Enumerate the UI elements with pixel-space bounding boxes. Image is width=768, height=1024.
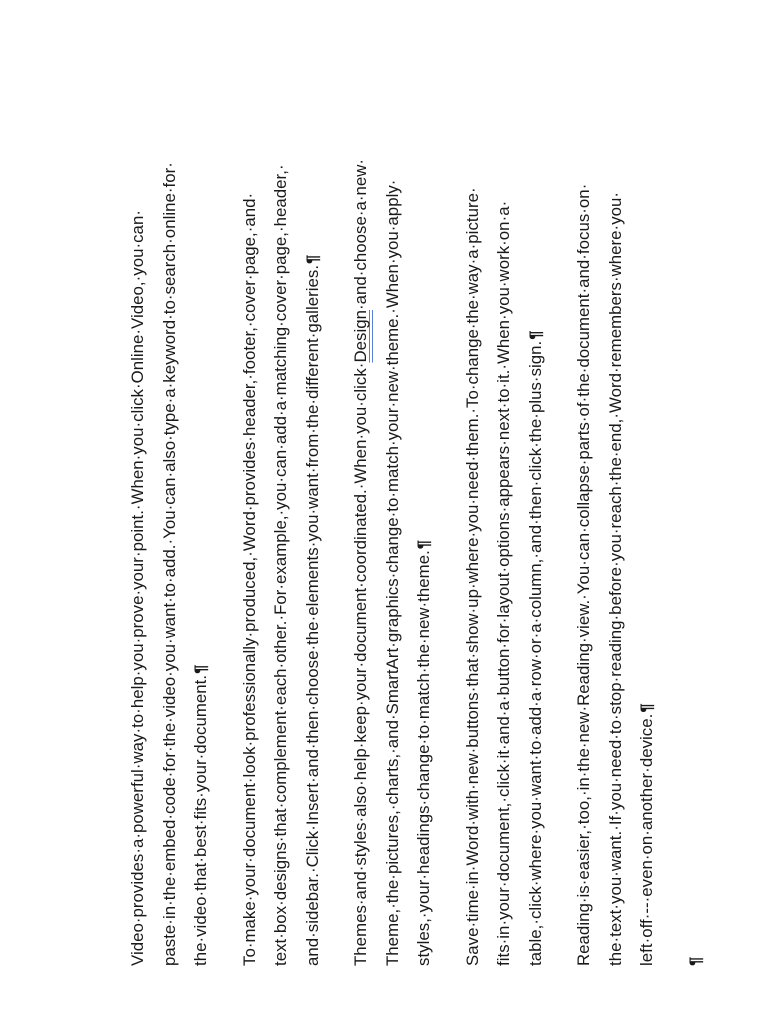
paragraph-2-line-2: text·box·designs·that·complement·each·other.·For·example,·you·can·add·a·matching·cover·page,·header,·: [271, 164, 290, 966]
paragraph-mark: ¶: [191, 664, 210, 674]
paragraph-3-line-1-end: ·and·choose·a·new·: [351, 158, 370, 310]
paragraph-2[interactable]: [234, 46, 329, 966]
grammar-flagged-word[interactable]: Design: [351, 310, 370, 363]
paragraph-5-line-2: the·text·you·want.·If·you·need·to·stop·reading·before·you·reach·the·end,·Word·remembers·where·you·: [605, 191, 625, 966]
paragraph-5-line-1: Reading·is·easier,·too,·in·the·new·Reading·view.·You·can·collapse·parts·of·the·document·and·focus·on·: [574, 183, 593, 966]
paragraph-3-line-1-start: Themes·and·styles·also·help·keep·your·document·coordinated.·When·you·click·: [351, 362, 370, 966]
paragraph-4-line-3-text: table,·click·where·you·want·to·add·a·row·or·a·column,·and·then·click·the·plus·sign.: [525, 340, 545, 966]
paragraph-1-line-2: paste·in·the·embed·code·for·the·video·you·want·to·add.·You·can·also·type·a·keyword·to·search·online·for·: [159, 162, 179, 966]
paragraph-mark: ¶: [525, 330, 545, 340]
paragraph-1-line-3: [185, 46, 217, 966]
paragraph-mark: ¶: [302, 254, 322, 264]
paragraph-3-line-3: [408, 46, 440, 966]
paragraph-1[interactable]: [122, 46, 217, 966]
empty-paragraph[interactable]: [680, 46, 712, 966]
paragraph-5[interactable]: [568, 46, 663, 966]
paragraph-mark: ¶: [414, 539, 433, 550]
empty-paragraph-mark: ¶: [685, 956, 705, 966]
paragraph-3-line-1: [345, 46, 377, 966]
paragraph-2-line-1: To·make·your·document·look·professionally·produced,·Word·provides·header,·footer,·cover·page,·and·: [239, 192, 259, 966]
paragraph-4-line-2: fits·in·your·document,·click·it·and·a·button·for·layout·options·appears·next·to·it.·When·you·work·on·a·: [494, 200, 513, 966]
paragraph-mark: ¶: [637, 703, 656, 713]
paragraph-3[interactable]: [345, 46, 440, 966]
paragraph-4-line-3: [520, 46, 552, 966]
paragraph-3-line-3-text: styles,·your·headings·change·to·match·the·new·theme.: [414, 550, 433, 966]
paragraph-2-line-3: [297, 46, 329, 966]
paragraph-4[interactable]: [457, 46, 552, 966]
paragraph-1-line-3-text: the·video·that·best·fits·your·document.: [191, 674, 210, 966]
paragraph-5-line-3-text: left·off·--·even·on·another·device.: [637, 713, 656, 966]
paragraph-4-line-1: Save·time·in·Word·with·new·buttons·that·show·up·where·you·need·them.·To·change·the·way·a·picture·: [462, 187, 482, 966]
paragraph-2-line-3-text: and·sidebar.·Click·Insert·and·then·choose·the·elements·you·want·from·the·different·galleries.: [302, 264, 322, 966]
paragraph-3-line-2: Theme,·the·pictures,·charts,·and·SmartArt·graphics·change·to·match·your·new·theme.·When·you·apply·: [382, 179, 402, 966]
document-body[interactable]: [122, 46, 728, 966]
paragraph-1-line-1: Video·provides·a·powerful·way·to·help·you·prove·your·point.·When·you·click·Online·Video,·you·can·: [128, 210, 147, 966]
paragraph-5-line-3: [631, 46, 663, 966]
